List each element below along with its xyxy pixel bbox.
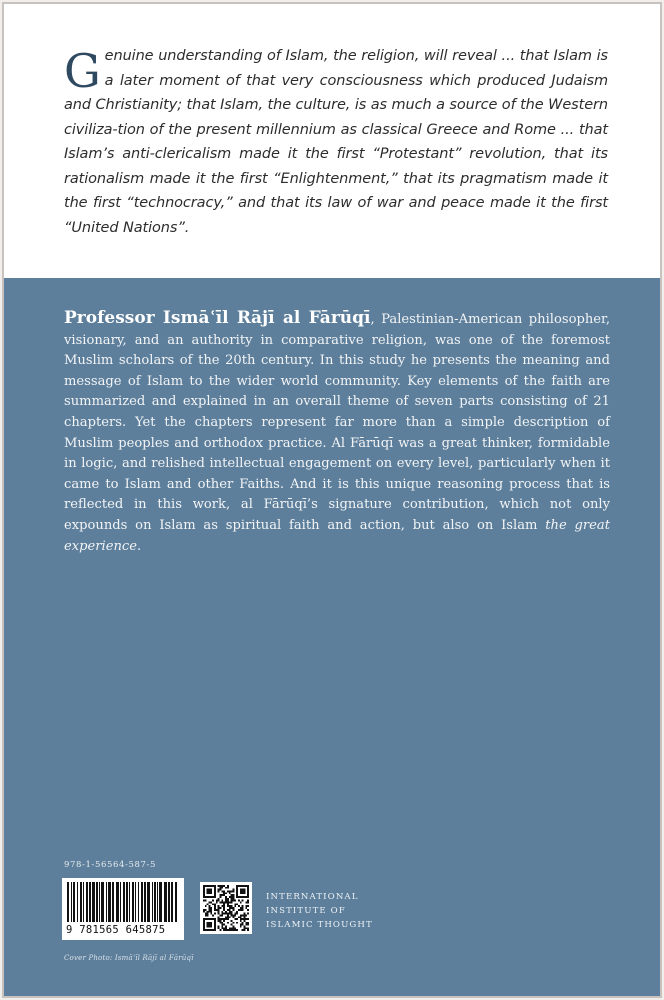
bio-end: . — [136, 538, 142, 554]
barcode — [62, 878, 184, 940]
barcode-number: 9 781565 645875 — [66, 924, 166, 936]
isbn-label: 978-1-56564-587-5 — [64, 860, 156, 870]
publisher-name — [266, 890, 373, 932]
drop-cap: G — [64, 44, 101, 98]
quote-text: enuine understanding of Islam, the religion, will reveal ... that Islam is a later moment of that very consciousness which produced Judaism and Christianity; that Islam, the culture, is as much a source of the Western civiliza-tion of the present millennium as classical Greece and Rome ... that Islam’s anti-clericalism made it the first “Protestant” revolution, that its rationalism made it the first “Enlightenment,” that its pragmatism made it the first “technocracy,” and that its law of war and peace made it the first “United Nations”. — [64, 48, 608, 236]
barcode-bars-icon — [67, 882, 179, 924]
epigraph-quote — [64, 44, 608, 240]
bio-emphasis: the great experience — [64, 517, 610, 554]
publisher-line-2: INSTITUTE OF — [266, 906, 346, 916]
author-bio — [64, 308, 610, 557]
qr-code — [200, 882, 252, 934]
author-name: Professor Ismāʿīl Rājī al Fārūqī — [64, 308, 371, 328]
bio-text: , Palestinian-American philosopher, visionary, and an authority in comparative religion, was one of the foremost Muslim scholars of the 20th century. In this study he presents the meaning and message of Islam to the wider world community. Key elements of the faith are summarized and explained in an overall theme of seven parts consisting of 21 chapters. Yet the chapters represent far more than a simple description of Muslim peoples and orthodox practice. Al Fārūqī was a great thinker, formidable in logic, and relished intellectual engagement on every level, particularly when it came to Islam and other Faiths. And it is this unique reasoning process that is reflected in this work, al Fārūqī’s signature contribution, which not only expounds on Islam as spiritual faith and action, but also on Islam — [64, 312, 610, 533]
qr-code-icon — [203, 885, 249, 931]
back-cover — [2, 2, 662, 998]
blurb-panel — [4, 278, 660, 996]
cover-photo-credit: Cover Photo: Ismāʿīl Rājī al Fārūqī — [64, 954, 194, 962]
publisher-line-1: INTERNATIONAL — [266, 892, 359, 902]
publisher-line-3: ISLAMIC THOUGHT — [266, 920, 373, 930]
